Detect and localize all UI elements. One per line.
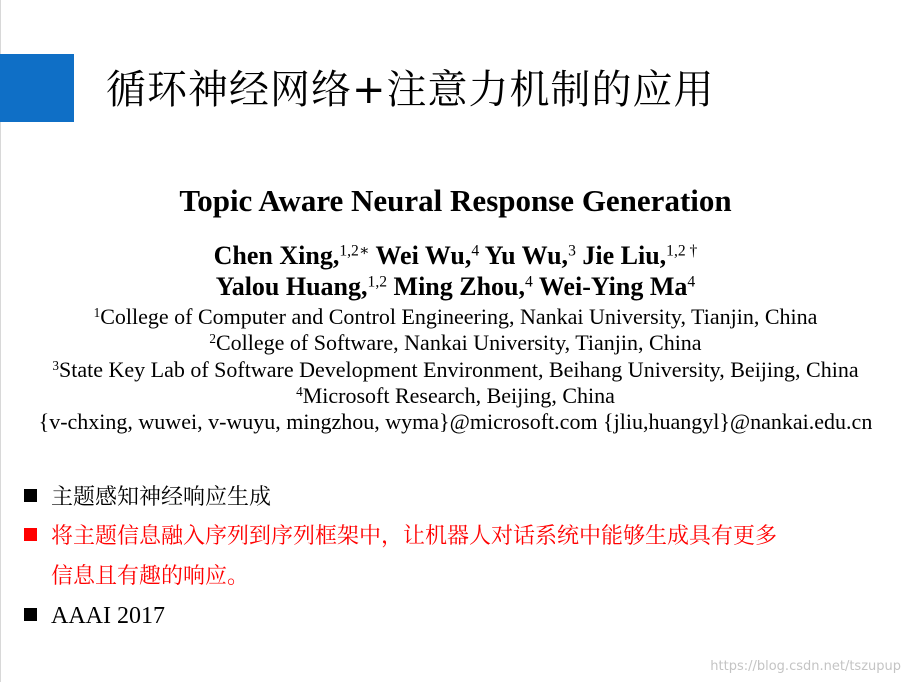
author-name: Yalou Huang,: [215, 272, 368, 301]
slide-title: 循环神经网络+注意力机制的应用: [106, 67, 715, 113]
affiliation-text: College of Computer and Control Engineering, Nankai University, Tianjin, China: [100, 304, 818, 329]
title-accent-block: [0, 54, 74, 122]
affiliation-text: Microsoft Research, Beijing, China: [302, 383, 615, 408]
authors-line-1: [0, 240, 911, 272]
affiliation-mark: 3: [52, 357, 60, 373]
author-affiliation-mark: 1,2 †: [666, 242, 698, 260]
paper-title: Topic Aware Neural Response Generation: [179, 183, 732, 218]
affiliation-1: [0, 303, 911, 330]
author-affiliation-mark: 4: [525, 273, 533, 291]
affiliation-text: College of Software, Nankai University, Tianjin, China: [216, 330, 702, 355]
author-affiliation-mark: 1,2: [367, 273, 388, 291]
author-name: Wei-Ying Ma: [538, 272, 688, 301]
square-bullet-icon: [24, 528, 37, 541]
author-affiliation-mark: 1,2∗: [339, 242, 370, 260]
bullet-item-2: [24, 520, 777, 554]
author-name: Jie Liu,: [582, 241, 667, 270]
affiliation-2: [0, 329, 911, 356]
affiliation-text: State Key Lab of Software Development Environment, Beihang University, Beijing, China: [59, 357, 859, 382]
affiliation-mark: 2: [209, 330, 216, 346]
bullet-text: 将主题信息融入序列到序列框架中，让机器人对话系统中能够生成具有更多: [51, 524, 778, 549]
bullet-item-3: [24, 599, 165, 634]
affiliation-mark: 4: [296, 383, 303, 399]
bullet-item-2-continuation: 信息且有趣的响应。: [51, 564, 250, 589]
author-name: Wei Wu,: [375, 241, 472, 270]
affiliation-mark: 1: [93, 304, 101, 320]
author-name: Chen Xing,: [213, 241, 340, 270]
bullet-text: AAAI 2017: [51, 603, 165, 629]
author-name: Yu Wu,: [484, 241, 569, 270]
author-affiliation-mark: 4: [687, 273, 696, 291]
bullet-item-1: [24, 481, 271, 515]
author-affiliation-mark: 4: [471, 242, 480, 260]
affiliation-3: [0, 356, 911, 383]
affiliation-4: [0, 382, 911, 409]
author-affiliation-mark: 3: [568, 242, 576, 260]
bullet-text: 主题感知神经响应生成: [51, 485, 272, 510]
watermark: https://blog.csdn.net/tszupup: [710, 659, 901, 674]
author-name: Ming Zhou,: [393, 272, 526, 301]
author-emails: {v-chxing, wuwei, v-wuyu, mingzhou, wyma}@microsoft.com {jliu,huangyl}@nankai.edu.cn: [38, 409, 873, 434]
authors-line-2: [0, 271, 911, 303]
square-bullet-icon: [24, 608, 37, 621]
square-bullet-icon: [24, 489, 37, 502]
